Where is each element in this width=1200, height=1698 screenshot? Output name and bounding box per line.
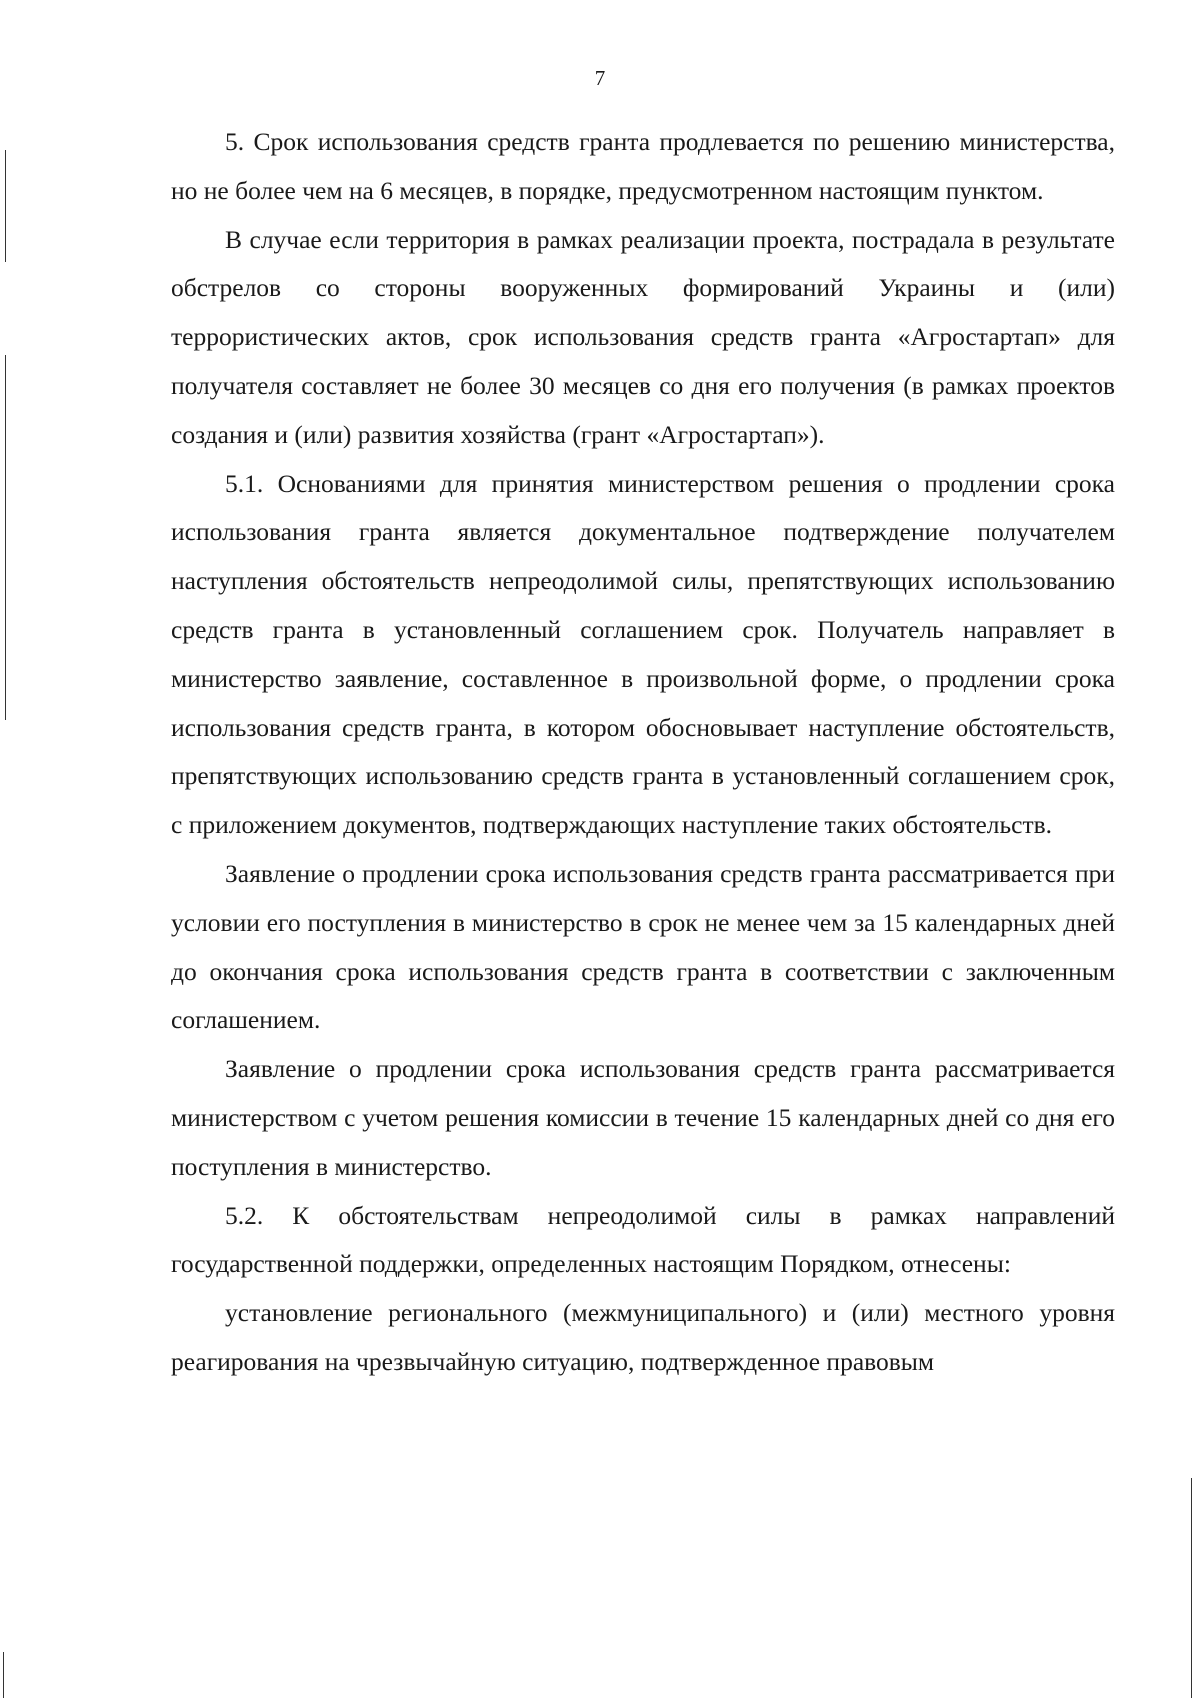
page-number: 7 <box>594 66 606 90</box>
margin-line-left-middle <box>5 355 6 720</box>
margin-line-right-bottom <box>1191 1478 1192 1698</box>
document-body <box>171 118 1115 1387</box>
paragraph-5-2: 5.2. К обстоятельствам непреодолимой силы в рамках направлений государственной поддержки, определенных настоящим Порядком, отнесены: <box>171 1200 1115 1279</box>
paragraph-shelling-exception: В случае если территория в рамках реализации проекта, пострадала в результате обстрелов со стороны вооруженных формирований Украины и (или) террористических актов, срок использования средств гранта «Агростартап» для получателя составляет не более 30 месяцев со дня его получения (в рамках проектов создания и (или) развития хозяйства (грант «Агростартап»). <box>171 224 1115 449</box>
margin-line-left-top <box>5 150 6 262</box>
paragraph-application-deadline: Заявление о продлении срока использования средств гранта рассматривается при условии его поступления в министерство в срок не менее чем за 15 календарных дней до окончания срока использования средств гранта в соответствии с заключенным соглашением. <box>171 858 1115 1035</box>
paragraph-5-1: 5.1. Основаниями для принятия министерством решения о продлении срока использования гранта является документальное подтверждение получателем наступления обстоятельств непреодолимой силы, препятствующих использованию средств гранта в установленный соглашением срок. Получатель направляет в министерство заявление, составленное в произвольной форме, о продлении срока использования средств гранта, в котором обосновывает наступление обстоятельств, препятствующих использованию средств гранта в установленный соглашением срок, с приложением документов, подтверждающих наступление таких обстоятельств. <box>171 468 1115 840</box>
paragraph-application-review: Заявление о продлении срока использования средств гранта рассматривается министерством с учетом решения комиссии в течение 15 календарных дней со дня его поступления в министерство. <box>171 1054 1115 1181</box>
paragraph-5: 5. Срок использования средств гранта продлевается по решению министерства, но не более чем на 6 месяцев, в порядке, предусмотренном настоящим пунктом. <box>171 127 1115 205</box>
paragraph-emergency-level: установление регионального (межмуниципального) и (или) местного уровня реагирования на чрезвычайную ситуацию, подтвержденное правовым <box>171 1298 1115 1376</box>
margin-line-left-bottom <box>3 1652 4 1698</box>
